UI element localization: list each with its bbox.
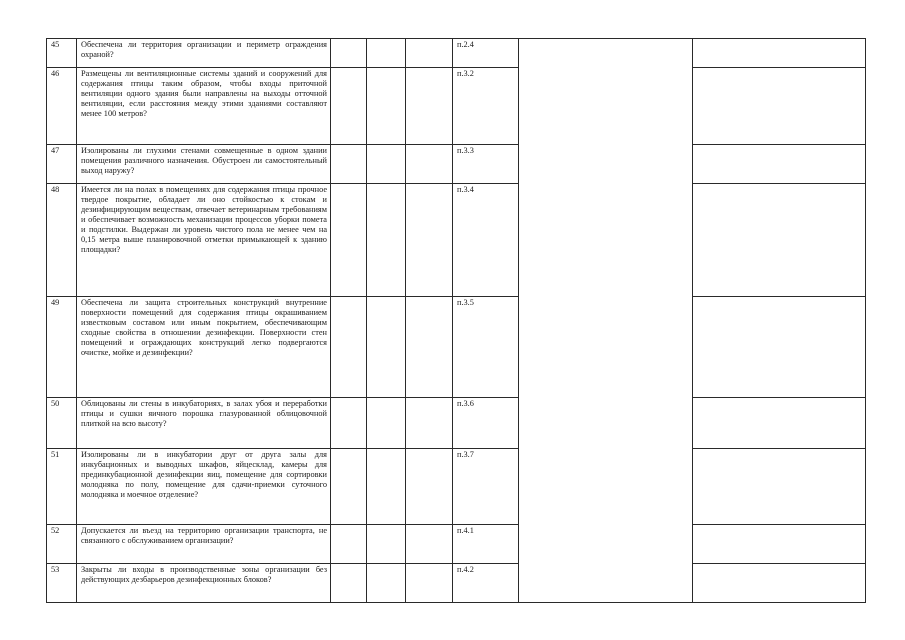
table-row bbox=[47, 145, 866, 184]
row-number: 49 bbox=[47, 297, 77, 398]
answer-cell bbox=[367, 145, 406, 184]
notes-cell bbox=[693, 145, 866, 184]
row-number: 48 bbox=[47, 184, 77, 297]
answer-cell bbox=[367, 68, 406, 145]
question-text: Допускается ли въезд на территорию организации транспорта, не связанного с обслуживанием организации? bbox=[77, 525, 331, 564]
notes-cell bbox=[693, 525, 866, 564]
answer-cell bbox=[406, 68, 453, 145]
question-text: Облицованы ли стены в инкубаториях, в залах убоя и переработки птицы и сушки яичного порошка глазурованной облицовочной плиткой на всю высоту? bbox=[77, 398, 331, 449]
table-row bbox=[47, 398, 866, 449]
notes-cell bbox=[693, 449, 866, 525]
notes-cell bbox=[693, 564, 866, 603]
legal-reference: п.3.5 bbox=[453, 297, 519, 398]
notes-cell bbox=[693, 184, 866, 297]
answer-cell bbox=[367, 297, 406, 398]
table-row bbox=[47, 68, 866, 145]
legal-reference: п.4.2 bbox=[453, 564, 519, 603]
notes-cell bbox=[693, 297, 866, 398]
row-number: 52 bbox=[47, 525, 77, 564]
table-row bbox=[47, 39, 866, 68]
legal-reference: п.3.7 bbox=[453, 449, 519, 525]
table-row bbox=[47, 184, 866, 297]
answer-cell bbox=[331, 145, 367, 184]
answer-cell bbox=[406, 449, 453, 525]
checklist-table bbox=[46, 38, 866, 603]
answer-cell bbox=[367, 184, 406, 297]
answer-cell bbox=[406, 564, 453, 603]
row-number: 47 bbox=[47, 145, 77, 184]
answer-cell bbox=[406, 398, 453, 449]
answer-cell bbox=[331, 564, 367, 603]
answer-cell bbox=[367, 525, 406, 564]
answer-cell bbox=[331, 297, 367, 398]
question-text: Изолированы ли в инкубатории друг от друга залы для инкубационных и выводных шкафов, яйцесклад, камеры для прединкубационной дезинфекции яиц, помещение для сортировки молодняка по полу, помещение для сдачи-приемки суточного молодняка и моечное отделение? bbox=[77, 449, 331, 525]
answer-cell bbox=[406, 145, 453, 184]
answer-cell bbox=[367, 449, 406, 525]
row-number: 51 bbox=[47, 449, 77, 525]
checklist-page bbox=[46, 38, 866, 603]
merged-requirements-cell bbox=[519, 39, 693, 603]
legal-reference: п.2.4 bbox=[453, 39, 519, 68]
table-row bbox=[47, 564, 866, 603]
question-text: Изолированы ли глухими стенами совмещенные в одном здании помещения различного назначения. Обустроен ли самостоятельный выход наружу? bbox=[77, 145, 331, 184]
question-text: Закрыты ли входы в производственные зоны организации без действующих дезбарьеров дезинфекционных блоков? bbox=[77, 564, 331, 603]
answer-cell bbox=[331, 449, 367, 525]
answer-cell bbox=[406, 39, 453, 68]
answer-cell bbox=[331, 525, 367, 564]
notes-cell bbox=[693, 398, 866, 449]
answer-cell bbox=[367, 564, 406, 603]
answer-cell bbox=[367, 398, 406, 449]
answer-cell bbox=[331, 68, 367, 145]
row-number: 46 bbox=[47, 68, 77, 145]
legal-reference: п.3.3 bbox=[453, 145, 519, 184]
legal-reference: п.3.2 bbox=[453, 68, 519, 145]
question-text: Имеется ли на полах в помещениях для содержания птицы прочное твердое покрытие, обладает ли оно стойкостью к стокам и дезинфицирующим веществам, отвечает ветеринарным требованиям и обеспечивает возможность механизации процессов уборки помета и подстилки. Выдержан ли уровень чистого пола не менее чем на 0,15 метра выше планировочной отметки примыкающей к зданию площадки? bbox=[77, 184, 331, 297]
answer-cell bbox=[331, 398, 367, 449]
notes-cell bbox=[693, 68, 866, 145]
legal-reference: п.3.4 bbox=[453, 184, 519, 297]
answer-cell bbox=[367, 39, 406, 68]
legal-reference: п.4.1 bbox=[453, 525, 519, 564]
legal-reference: п.3.6 bbox=[453, 398, 519, 449]
table-row bbox=[47, 449, 866, 525]
question-text: Размещены ли вентиляционные системы зданий и сооружений для содержания птицы таким образом, чтобы входы приточной вентиляции одного здания были направлены на выходы отточной вентиляции, если расстояния между этими зданиями составляют менее 100 метров? bbox=[77, 68, 331, 145]
row-number: 45 bbox=[47, 39, 77, 68]
table-row bbox=[47, 525, 866, 564]
table-row bbox=[47, 297, 866, 398]
row-number: 50 bbox=[47, 398, 77, 449]
answer-cell bbox=[406, 184, 453, 297]
answer-cell bbox=[331, 39, 367, 68]
answer-cell bbox=[406, 525, 453, 564]
notes-cell bbox=[693, 39, 866, 68]
question-text: Обеспечена ли защита строительных конструкций внутренние поверхности помещений для содержания птицы окрашиванием известковым составом или иным покрытием, обеспечивающим сходные свойства в отношении дезинфекции. Поверхности стен помещений и ограждающих конструкций легко подвергаются очистке, мойке и дезинфекции? bbox=[77, 297, 331, 398]
row-number: 53 bbox=[47, 564, 77, 603]
answer-cell bbox=[406, 297, 453, 398]
question-text: Обеспечена ли территория организации и периметр ограждения охраной? bbox=[77, 39, 331, 68]
answer-cell bbox=[331, 184, 367, 297]
